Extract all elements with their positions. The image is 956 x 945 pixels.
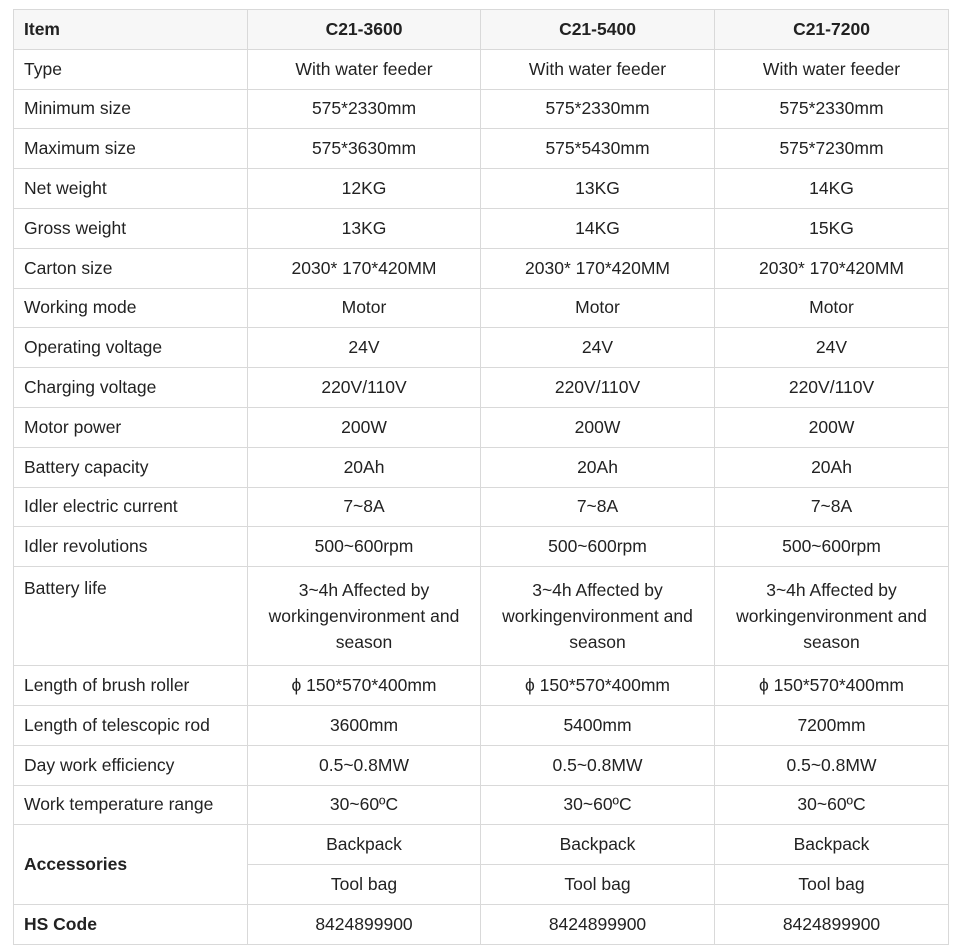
table-row [14,288,949,328]
row-value: 13KG [248,208,481,248]
spec-body [14,49,949,944]
row-value: 0.5~0.8MW [248,745,481,785]
row-label: Work temperature range [14,785,248,825]
row-value: 13KG [481,169,715,209]
row-value: 24V [715,328,949,368]
row-label: Length of telescopic rod [14,705,248,745]
table-row [14,407,949,447]
row-value: 24V [481,328,715,368]
row-value: 220V/110V [715,368,949,408]
row-value: 500~600rpm [715,527,949,567]
row-label: Day work efficiency [14,745,248,785]
row-value: 20Ah [248,447,481,487]
row-value: 5400mm [481,705,715,745]
table-row [14,487,949,527]
row-value: 2030* 170*420MM [715,248,949,288]
row-value: 575*2330mm [248,89,481,129]
accessory-value: Backpack [481,825,715,865]
row-value: 575*2330mm [715,89,949,129]
row-value: With water feeder [248,49,481,89]
row-label: Idler electric current [14,487,248,527]
accessory-value: Tool bag [248,865,481,905]
table-row [14,208,949,248]
row-value: With water feeder [481,49,715,89]
table-row [14,328,949,368]
table-row [14,129,949,169]
table-row [14,368,949,408]
row-label: Motor power [14,407,248,447]
row-value: 2030* 170*420MM [248,248,481,288]
row-label: Maximum size [14,129,248,169]
row-label: Idler revolutions [14,527,248,567]
header-model: C21-5400 [481,10,715,50]
row-value: With water feeder [715,49,949,89]
accessory-value: Backpack [248,825,481,865]
accessories-label: Accessories [14,825,248,905]
row-value: ϕ 150*570*400mm [715,666,949,706]
row-label: Charging voltage [14,368,248,408]
row-value: 20Ah [481,447,715,487]
row-value: 30~60ºC [248,785,481,825]
row-value: 3~4h Affected by workingenvironment and season [248,567,481,666]
table-row [14,527,949,567]
table-row [14,666,949,706]
hs-code-label: HS Code [14,904,248,944]
row-value: 12KG [248,169,481,209]
accessory-value: Tool bag [481,865,715,905]
row-value: Motor [715,288,949,328]
table-row [14,745,949,785]
accessory-value: Tool bag [715,865,949,905]
row-value: 220V/110V [481,368,715,408]
hs-code-row [14,904,949,944]
table-row [14,248,949,288]
hs-code-value: 8424899900 [248,904,481,944]
row-value: 575*7230mm [715,129,949,169]
row-value: 7200mm [715,705,949,745]
row-value: 7~8A [715,487,949,527]
row-value: 30~60ºC [481,785,715,825]
table-row [14,169,949,209]
row-label: Battery life [14,567,248,666]
table-row [14,89,949,129]
row-value: 200W [481,407,715,447]
accessories-row [14,825,949,865]
row-label: Minimum size [14,89,248,129]
row-label: Carton size [14,248,248,288]
row-value: 575*5430mm [481,129,715,169]
table-row [14,705,949,745]
accessory-value: Backpack [715,825,949,865]
row-value: ϕ 150*570*400mm [248,666,481,706]
row-value: 575*2330mm [481,89,715,129]
row-value: ϕ 150*570*400mm [481,666,715,706]
hs-code-value: 8424899900 [715,904,949,944]
header-item: Item [14,10,248,50]
row-value: 7~8A [481,487,715,527]
row-label: Working mode [14,288,248,328]
header-row [14,10,949,50]
header-model: C21-7200 [715,10,949,50]
row-value: Motor [248,288,481,328]
row-label: Gross weight [14,208,248,248]
row-value: 200W [248,407,481,447]
row-value: 24V [248,328,481,368]
row-label: Length of brush roller [14,666,248,706]
table-row [14,447,949,487]
hs-code-value: 8424899900 [481,904,715,944]
row-value: 500~600rpm [481,527,715,567]
row-label: Operating voltage [14,328,248,368]
row-value: 14KG [715,169,949,209]
row-label: Net weight [14,169,248,209]
row-value: 14KG [481,208,715,248]
row-value: 3~4h Affected by workingenvironment and season [481,567,715,666]
row-value: 500~600rpm [248,527,481,567]
row-value: 3600mm [248,705,481,745]
row-value: 30~60ºC [715,785,949,825]
row-value: Motor [481,288,715,328]
row-value: 15KG [715,208,949,248]
row-value: 0.5~0.8MW [715,745,949,785]
header-model: C21-3600 [248,10,481,50]
row-value: 0.5~0.8MW [481,745,715,785]
spec-table [13,9,949,945]
row-value: 7~8A [248,487,481,527]
table-row [14,49,949,89]
row-value: 20Ah [715,447,949,487]
row-value: 220V/110V [248,368,481,408]
row-label: Type [14,49,248,89]
row-value: 575*3630mm [248,129,481,169]
table-row [14,785,949,825]
row-value: 200W [715,407,949,447]
row-label: Battery capacity [14,447,248,487]
row-value: 2030* 170*420MM [481,248,715,288]
table-row [14,567,949,666]
row-value: 3~4h Affected by workingenvironment and season [715,567,949,666]
